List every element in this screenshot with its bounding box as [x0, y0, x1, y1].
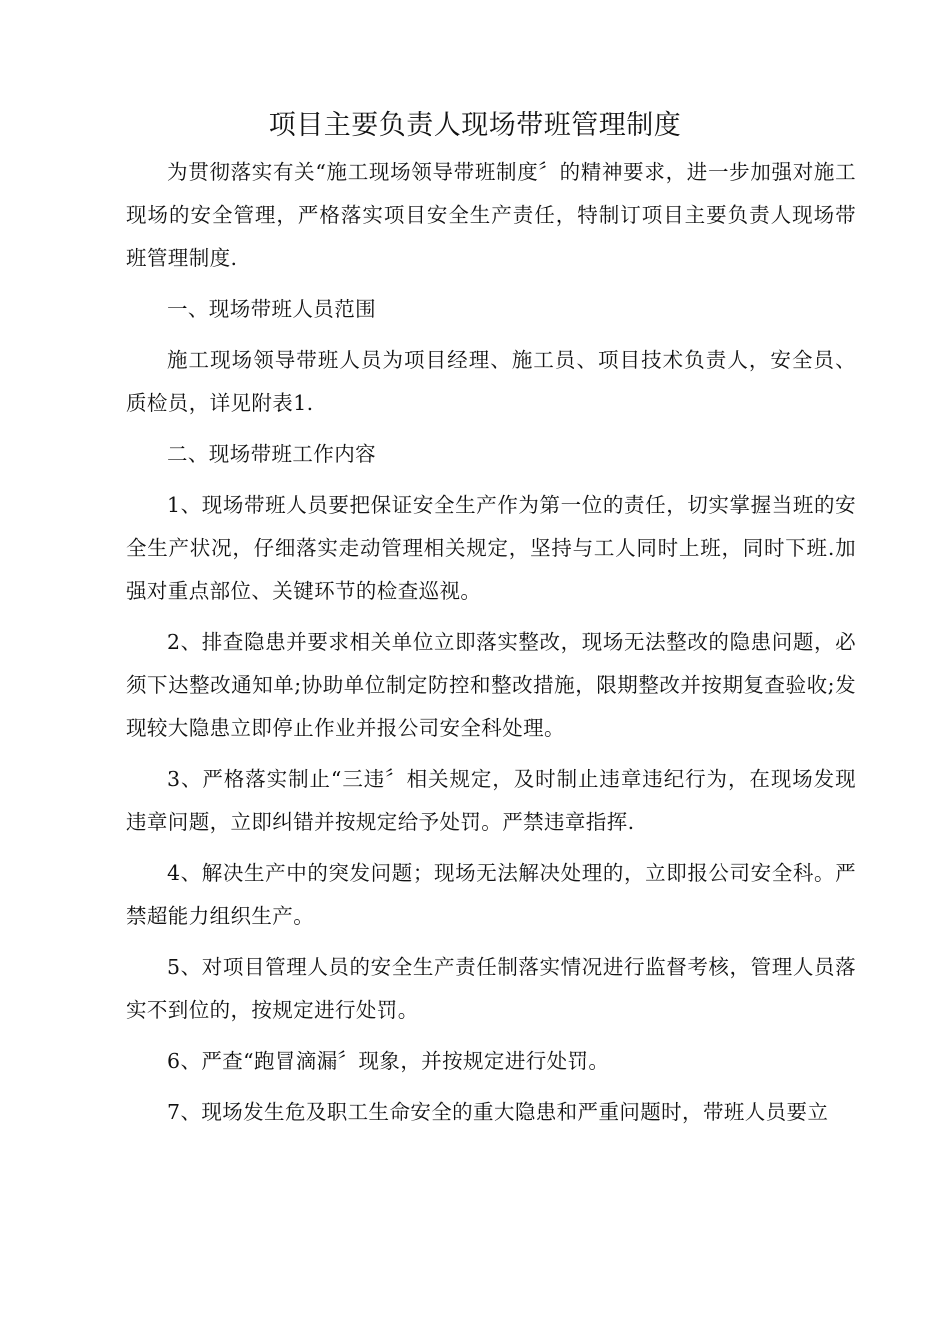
- paragraph-intro: 为贯彻落实有关“施工现场领导带班制度〞的精神要求，进一步加强对施工现场的安全管理，严格落实项目安全生产责任，特制订项目主要负责人现场带班管理制度.: [126, 160, 856, 270]
- list-item: 1、现场带班人员要把保证安全生产作为第一位的责任，切实掌握当班的安全生产状况，仔细落实走动管理相关规定，坚持与工人同时上班，同时下班.加强对重点部位、关键环节的检查巡视。: [126, 493, 856, 603]
- list-item: 6、严查“跑冒滴漏〞现象，并按规定进行处罚。: [167, 1049, 610, 1073]
- section-heading-scope: 一、现场带班人员范围: [167, 297, 376, 321]
- document-title: 项目主要负责人现场带班管理制度: [268, 110, 682, 141]
- list-item: 5、对项目管理人员的安全生产责任制落实情况进行监督考核，管理人员落实不到位的，按规定进行处罚。: [126, 955, 856, 1022]
- section-heading-duties: 二、现场带班工作内容: [167, 442, 376, 466]
- paragraph-scope: 施工现场领导带班人员为项目经理、施工员、项目技术负责人，安全员、质检员，详见附表1.: [126, 348, 856, 415]
- list-item: 3、严格落实制止“三违〞相关规定，及时制止违章违纪行为，在现场发现违章问题，立即纠错并按规定给予处罚。严禁违章指挥.: [126, 767, 856, 834]
- list-item: 7、现场发生危及职工生命安全的重大隐患和严重问题时，带班人员要立: [167, 1100, 829, 1124]
- document-body: [126, 151, 856, 1142]
- list-item: 4、解决生产中的突发问题；现场无法解决处理的，立即报公司安全科。严禁超能力组织生产。: [126, 861, 856, 928]
- list-item: 2、排查隐患并要求相关单位立即落实整改，现场无法整改的隐患问题，必须下达整改通知单;协助单位制定防控和整改措施，限期整改并按期复查验收;发现较大隐患立即停止作业并报公司安全科处理。: [126, 630, 856, 740]
